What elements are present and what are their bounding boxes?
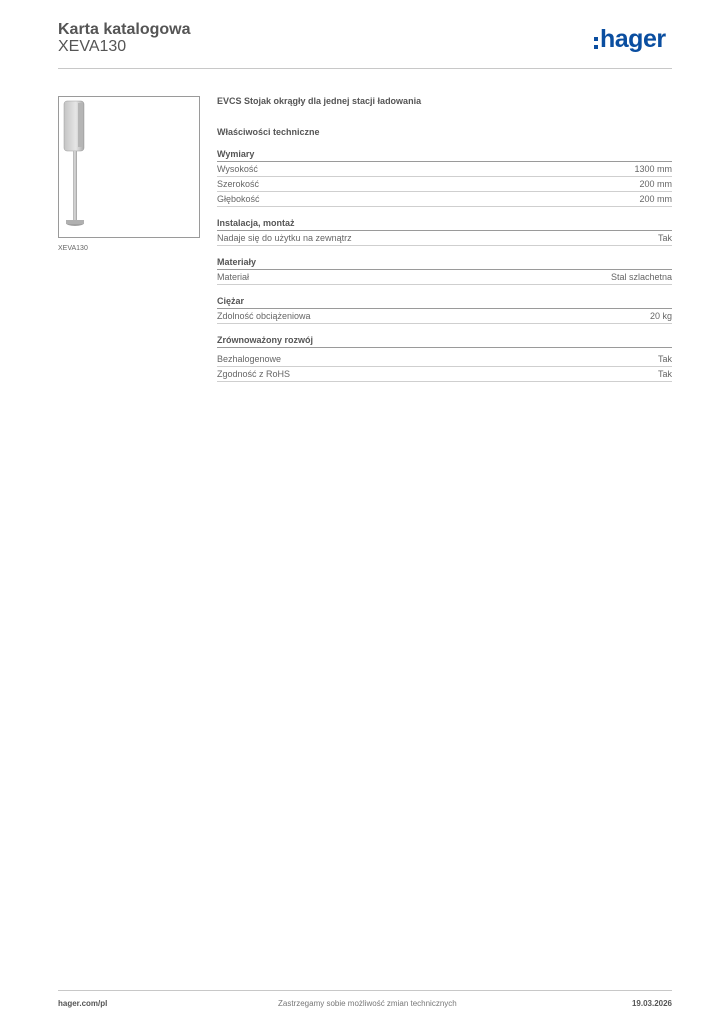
section-installation [217,218,672,246]
product-image [58,96,200,238]
section-materials [217,257,672,285]
footer-disclaimer: Zastrzegamy sobie możliwość zmian technicznych [278,999,457,1008]
section-dimensions [217,149,672,207]
section-heading: Zrównoważony rozwój [217,335,672,348]
logo-dots-icon [594,37,598,49]
spec-value: Tak [657,233,672,243]
footer-date: 19.03.2026 [631,999,672,1008]
spec-label: Wysokość [217,164,258,174]
spec-row [217,177,672,192]
spec-label: Bezhalogenowe [217,354,282,364]
spec-row [217,270,672,285]
hager-logo [594,27,666,52]
tech-properties-heading: Właściwości techniczne [217,127,320,137]
spec-row [217,352,672,367]
spec-label: Nadaje się do użytku na zewnątrz [217,233,352,243]
spec-label: Szerokość [217,179,260,189]
spec-label: Zgodność z RoHS [217,369,291,379]
header-divider [58,68,672,69]
image-caption: XEVA130 [58,245,88,252]
spec-row [217,162,672,177]
spec-row [217,309,672,324]
section-sustainability [217,335,672,382]
spec-value: Tak [657,354,672,364]
spec-label: Zdolność obciążeniowa [217,311,311,321]
spec-value: 200 mm [639,194,672,204]
section-weight [217,296,672,324]
spec-row [217,192,672,207]
section-heading: Materiały [217,257,672,270]
product-details [217,96,672,393]
spec-label: Głębokość [217,194,260,204]
spec-row [217,231,672,246]
footer-url[interactable]: hager.com/pl [58,999,108,1008]
document-title: Karta katalogowa [58,21,191,38]
spec-label: Materiał [217,272,250,282]
logo-text: hager [600,25,666,53]
charging-stand-icon [59,97,199,237]
spec-value: Tak [657,369,672,379]
spec-row [217,367,672,382]
product-title: EVCS Stojak okrągły dla jednej stacji ładowania [217,96,422,106]
section-heading: Ciężar [217,296,672,309]
spec-value: 20 kg [649,311,672,321]
product-reference: XEVA130 [58,38,127,55]
spec-value: 1300 mm [634,164,672,174]
section-heading: Wymiary [217,149,672,162]
footer-divider [58,990,672,991]
spec-value: Stal szlachetna [610,272,672,282]
section-heading: Instalacja, montaż [217,218,672,231]
spec-value: 200 mm [639,179,672,189]
